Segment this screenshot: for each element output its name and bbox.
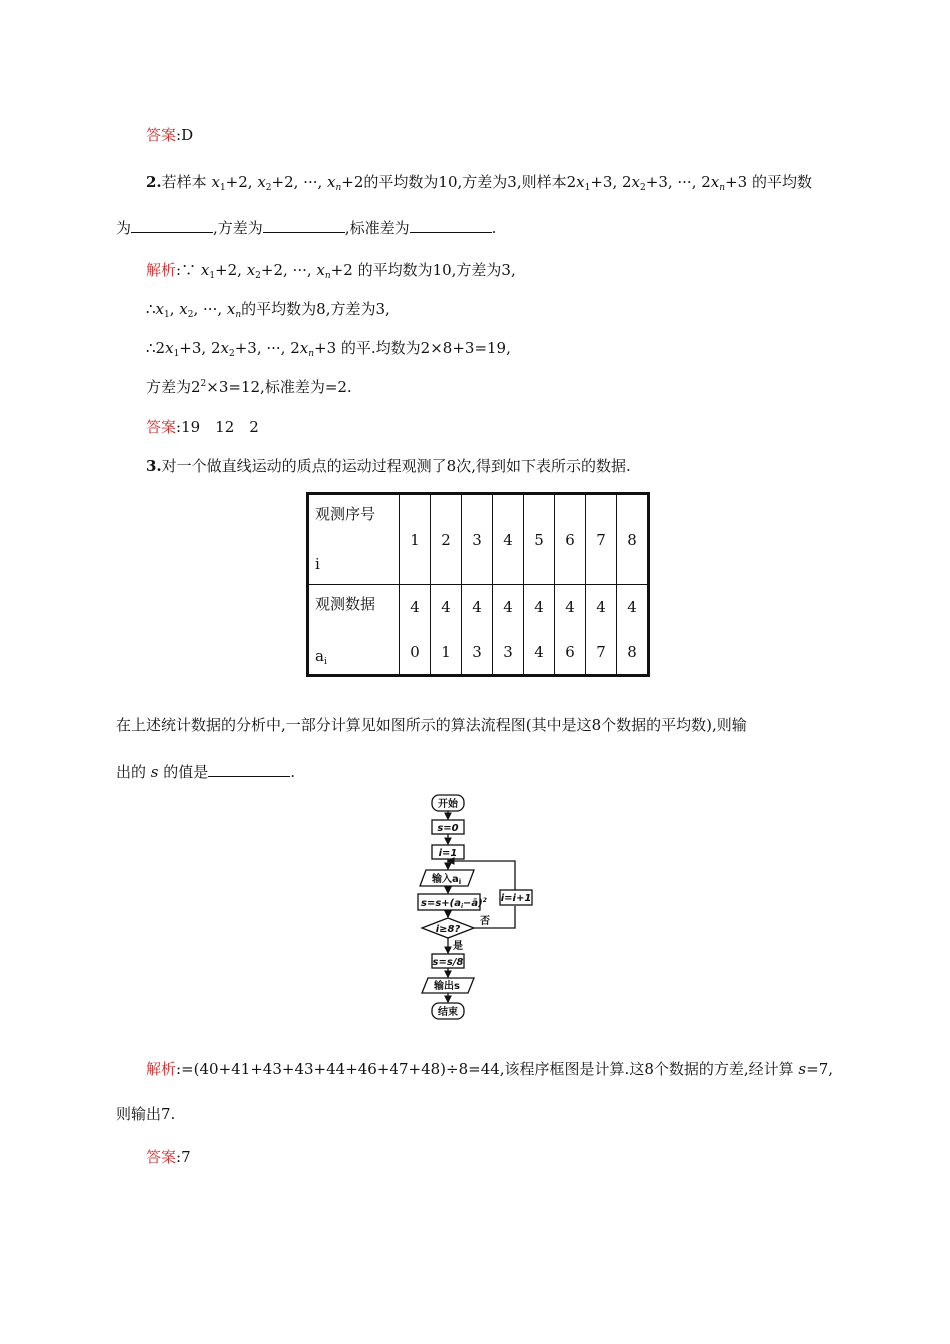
answer-blank[interactable] bbox=[208, 762, 290, 777]
q1-answer-label: 答案 bbox=[146, 126, 177, 144]
q1-answer bbox=[146, 125, 193, 145]
table-cell: 4 bbox=[493, 494, 524, 585]
flow-condition-label: i≥8? bbox=[435, 924, 461, 935]
flow-input-label: 输入$a_i$ bbox=[432, 874, 462, 886]
q3-answer-value: :7 bbox=[176, 1148, 191, 1166]
table-row bbox=[308, 494, 649, 585]
flow-increment-label: i=i+1 bbox=[500, 893, 532, 904]
flow-no-label: 否 bbox=[480, 916, 490, 927]
flow-divide-label: s=s/8 bbox=[432, 957, 464, 968]
q2-analysis-2-text: 的平均数为8,方差为3, bbox=[241, 300, 390, 318]
q2-stem-line2 bbox=[116, 218, 496, 238]
q3-after-2b: s bbox=[150, 763, 159, 781]
q2-analysis-1: 解析:∵ $x_1+2$, $x_2+2$, ···, $x_n+2$ 的平均数为10,方差为3, bbox=[146, 261, 516, 281]
flow-output-label: 输出s bbox=[434, 981, 460, 992]
q2-analysis-2: $\therefore x_1$, $x_2$, ···, $x_n$的平均数为8,方差为3, bbox=[146, 300, 390, 320]
q3-answer-label: 答案 bbox=[146, 1148, 177, 1166]
q2-number: 2. bbox=[146, 173, 162, 191]
q3-stem-text: 对一个做直线运动的质点的运动过程观测了8次,得到如下表所示的数据. bbox=[161, 457, 631, 475]
table-cell: 2 bbox=[431, 494, 462, 585]
q2-stem-c: 的平均数 bbox=[751, 173, 812, 191]
flow-s0-label: s=0 bbox=[437, 823, 459, 834]
q1-answer-value: :D bbox=[176, 126, 194, 144]
q2-line2-b: ,方差为 bbox=[213, 219, 263, 237]
answer-blank[interactable] bbox=[131, 218, 213, 233]
q3-analysis-1 bbox=[146, 1059, 833, 1079]
q2-line2-d: . bbox=[491, 219, 497, 237]
table-cell: 5 bbox=[524, 494, 555, 585]
table-cell: 4 0 bbox=[400, 585, 431, 676]
row2-header-sub: i bbox=[323, 657, 327, 667]
table-cell: 8 bbox=[617, 494, 649, 585]
table-row-header bbox=[308, 494, 400, 585]
table-cell: 4 1 bbox=[431, 585, 462, 676]
q3-after-2a: 出的 bbox=[116, 763, 147, 781]
table-cell: 4 4 bbox=[524, 585, 555, 676]
table-cell: 4 3 bbox=[493, 585, 524, 676]
q3-analysis-2: 则输出7. bbox=[116, 1105, 176, 1123]
table-row bbox=[308, 585, 649, 676]
answer-blank[interactable] bbox=[410, 218, 492, 233]
q2-answer bbox=[146, 417, 259, 437]
table-cell: 6 bbox=[555, 494, 586, 585]
row2-header-b: a bbox=[315, 647, 324, 665]
flow-i1-label: i=1 bbox=[438, 848, 458, 859]
q3-answer bbox=[146, 1147, 191, 1167]
q3-stem bbox=[146, 456, 631, 476]
answer-blank[interactable] bbox=[263, 218, 345, 233]
q3-analysis-1a: :=(40+41+43+43+44+46+47+48)÷8=44,该程序框图是计算.这8个数据的方差,经计算 bbox=[176, 1060, 794, 1078]
q3-after-1: 在上述统计数据的分析中,一部分计算见如图所示的算法流程图(其中是这8个数据的平均数),则输 bbox=[116, 716, 747, 734]
row1-header-b: i bbox=[315, 555, 320, 573]
flow-yes-label: 是 bbox=[453, 941, 463, 952]
flow-end-label: 结束 bbox=[438, 1007, 458, 1018]
q3-after-2d: . bbox=[290, 763, 296, 781]
algorithm-flowchart bbox=[410, 792, 560, 1032]
table-cell: 4 3 bbox=[462, 585, 493, 676]
q2-stem-b: 的平均数为10,方差为3,则样本 bbox=[363, 173, 567, 191]
table-cell: 1 bbox=[400, 494, 431, 585]
q2-analysis-4a: 方差为2 bbox=[146, 378, 201, 396]
observation-table bbox=[306, 492, 650, 677]
q3-number: 3. bbox=[146, 457, 162, 475]
table-cell: 4 6 bbox=[555, 585, 586, 676]
q2-analysis-label: 解析 bbox=[146, 261, 177, 279]
flow-start-label: 开始 bbox=[438, 799, 458, 810]
row1-header-a: 观测序号 bbox=[315, 505, 376, 523]
table-row-header bbox=[308, 585, 400, 676]
table-cell: 4 8 bbox=[617, 585, 649, 676]
q2-analysis-3-text: 的平.均数为2×8+3=19, bbox=[340, 339, 511, 357]
table-cell: 4 7 bbox=[586, 585, 617, 676]
q3-analysis-1b: s bbox=[798, 1060, 807, 1078]
table-cell: 7 bbox=[586, 494, 617, 585]
q2-stem: 2.若样本 $x_1+2$, $x_2+2$, ···, $x_n+2$的平均数为10,方差为3,则样本$2x_1+3$, $2x_2+3$, ···, $2x_n+3$ 的平均数 bbox=[146, 173, 812, 193]
q3-after-2c: 的值是 bbox=[163, 763, 209, 781]
table-cell: 3 bbox=[462, 494, 493, 585]
q2-analysis-4b: ×3=12,标准差为=2. bbox=[206, 378, 352, 396]
q2-answer-label: 答案 bbox=[146, 418, 177, 436]
q2-line2-c: ,标准差为 bbox=[344, 219, 410, 237]
flow-update-label: $s=s+(a_i-ā)^2$ bbox=[421, 897, 487, 910]
q3-after-2 bbox=[116, 762, 295, 782]
q3-analysis-label: 解析 bbox=[146, 1060, 177, 1078]
q2-line2-a: 为 bbox=[116, 219, 132, 237]
row2-header-a: 观测数据 bbox=[315, 595, 376, 613]
q2-analysis-1-text: 的平均数为10,方差为3, bbox=[357, 261, 516, 279]
q3-analysis-1c: =7, bbox=[806, 1060, 834, 1078]
q2-answer-value: :19 12 2 bbox=[176, 418, 259, 436]
q2-analysis-4: 方差为$2^2\times 3=12$,标准差为=2. bbox=[146, 378, 352, 396]
q2-stem-a: 若样本 bbox=[161, 173, 207, 191]
q2-analysis-3: $\therefore 2x_1+3$, $2x_2+3$, ···, $2x_n+3$ 的平.均数为2×8+3=19, bbox=[146, 339, 511, 359]
